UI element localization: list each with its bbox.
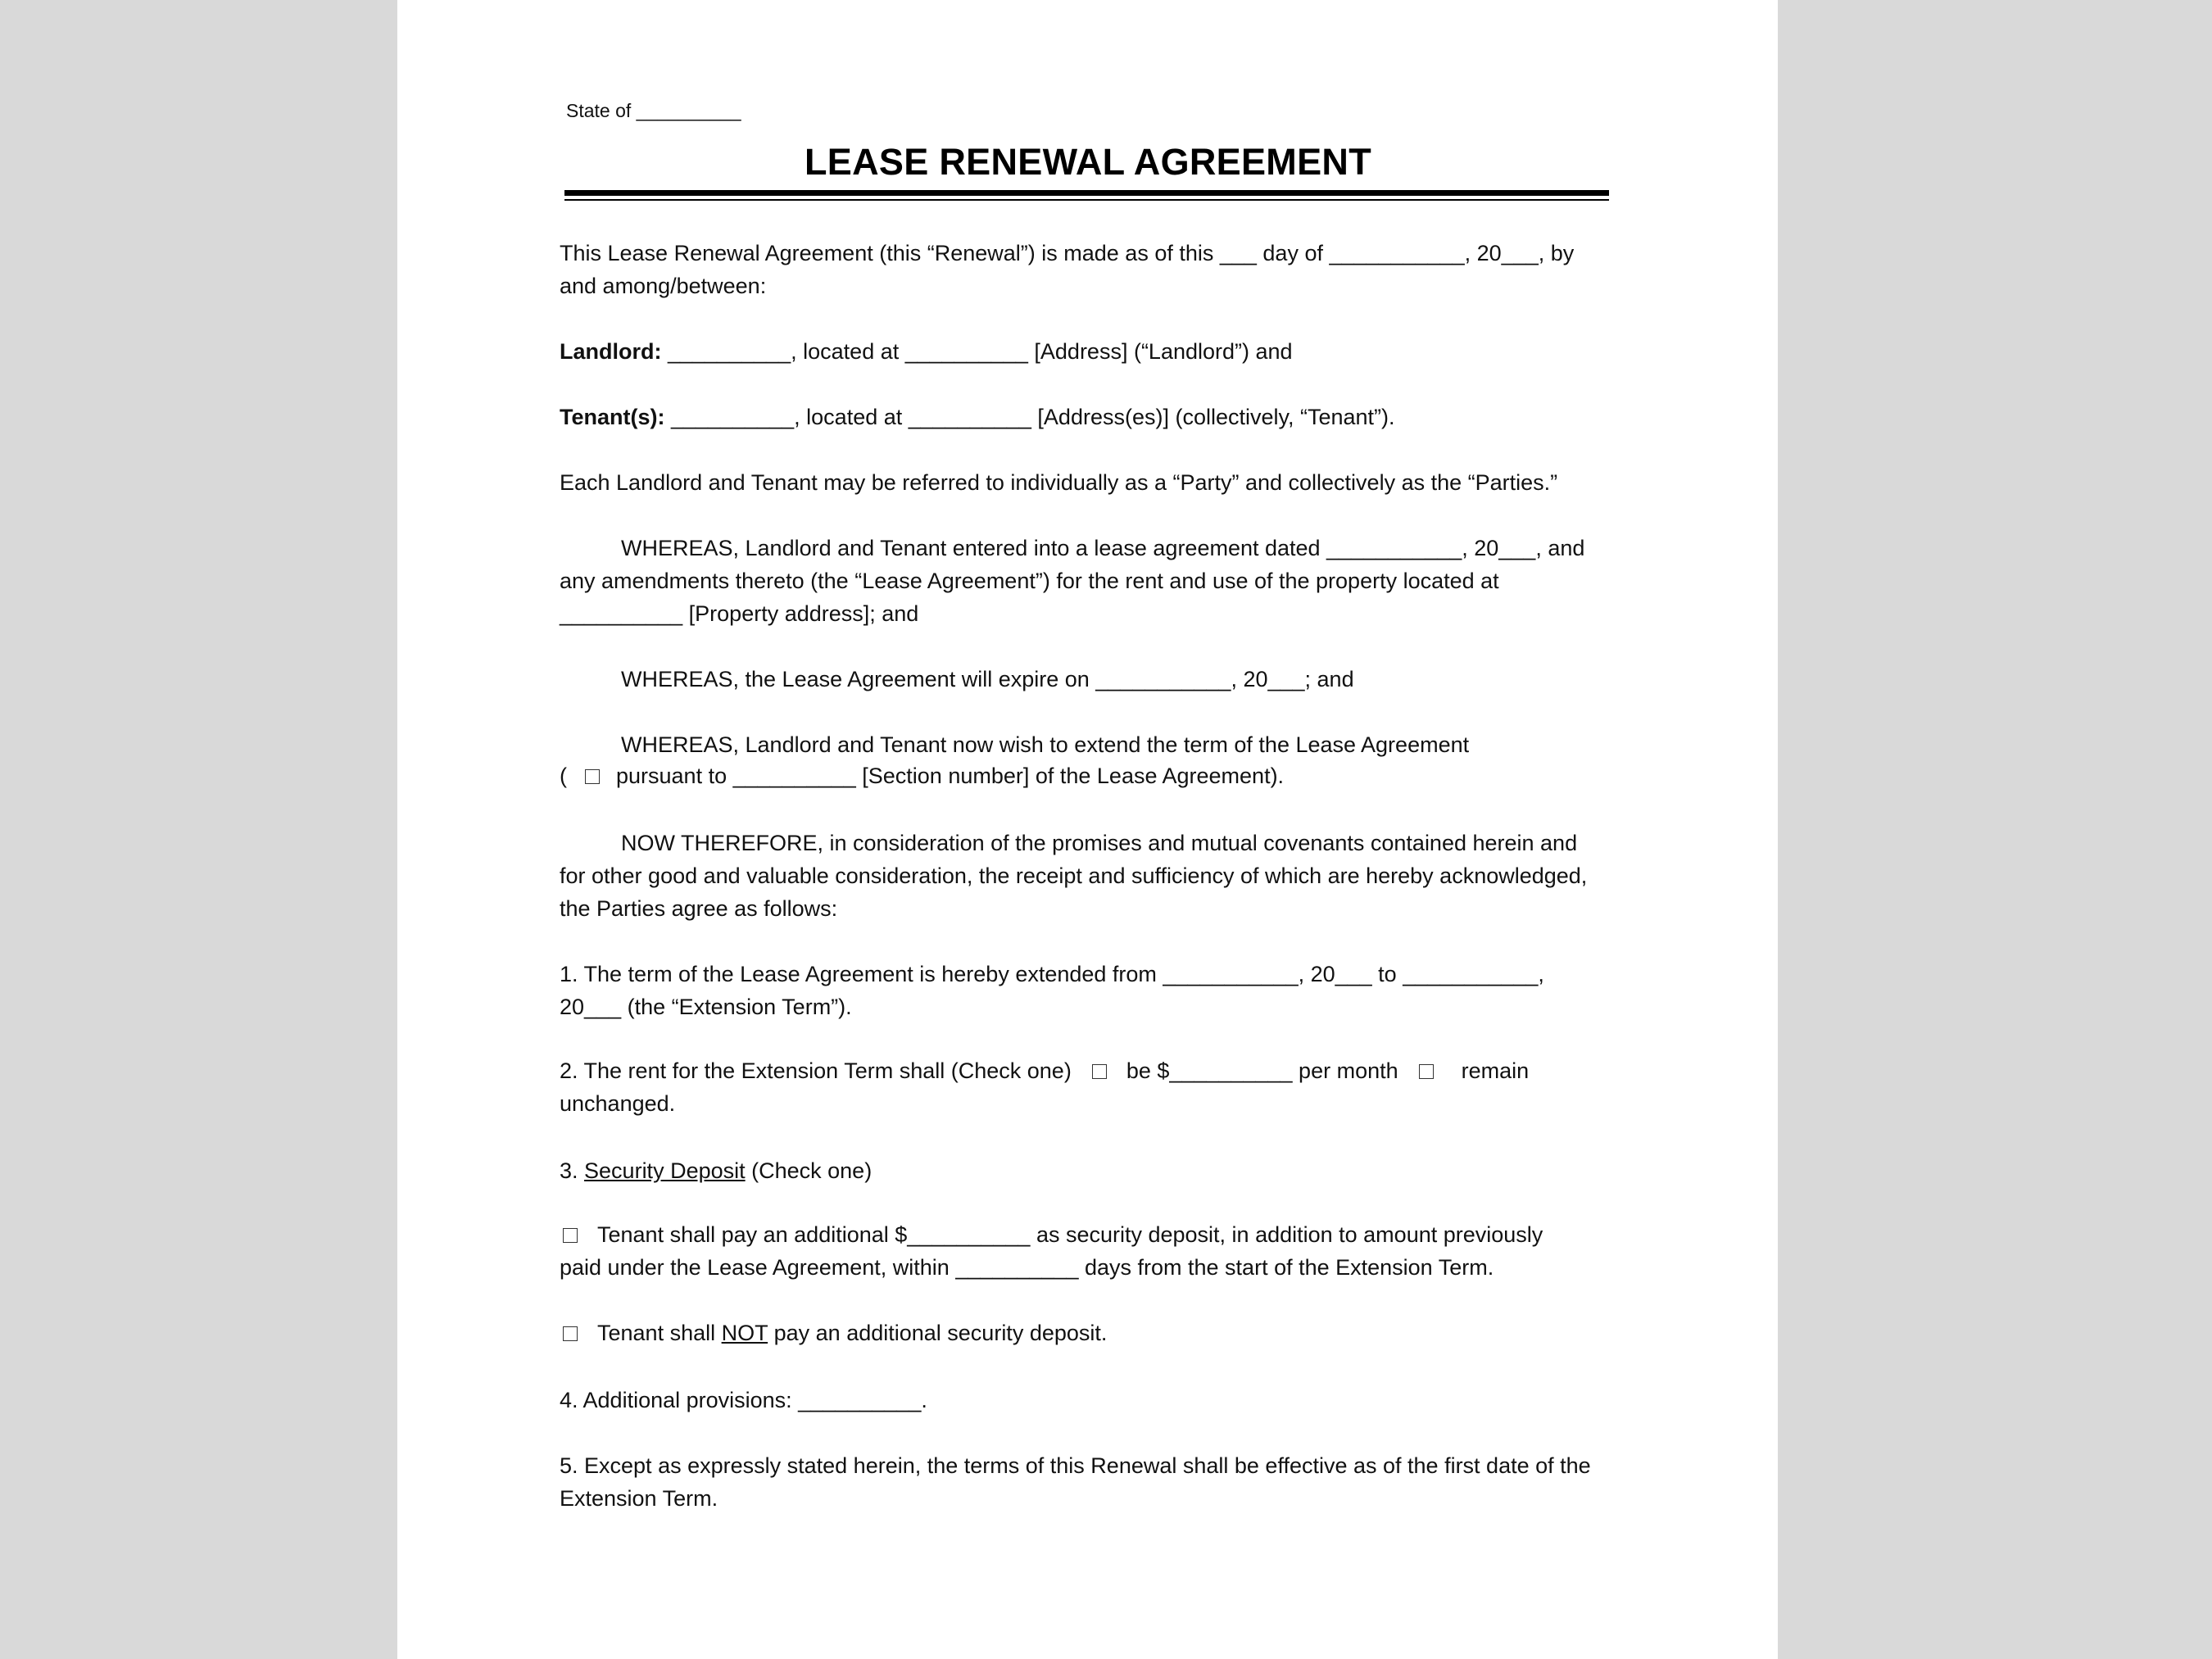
whereas-2-paragraph	[560, 663, 1620, 696]
document-title: LEASE RENEWAL AGREEMENT	[805, 141, 1371, 183]
clause-3-number: 3.	[560, 1158, 585, 1183]
clause-4-paragraph	[560, 1384, 1620, 1416]
clause-2-part-1: 2. The rent for the Extension Term shall (Check one)	[560, 1058, 1072, 1083]
landlord-text: __________, located at __________ [Address] (“Landlord”) and	[661, 339, 1293, 364]
clause-5-line-2: Extension Term.	[560, 1486, 718, 1511]
clause-2-part-2: be $__________ per month	[1126, 1058, 1398, 1083]
deposit-option-1-line-2: paid under the Lease Agreement, within __________ days from the start of the Extension Term.	[560, 1255, 1494, 1280]
deposit-option-2-pre: Tenant shall	[597, 1321, 722, 1345]
title-rule-thin	[564, 199, 1609, 201]
whereas-3-paren: (	[560, 764, 567, 788]
clause-1-line-2: 20___ (the “Extension Term”).	[560, 995, 852, 1019]
tenant-label: Tenant(s):	[560, 405, 665, 429]
now-therefore-line-1: NOW THEREFORE, in consideration of the promises and mutual covenants contained herein and	[621, 831, 1578, 855]
state-line: State of __________	[566, 100, 741, 121]
whereas-3-line-1: WHEREAS, Landlord and Tenant now wish to extend the term of the Lease Agreement	[621, 732, 1470, 757]
now-therefore-line-3: the Parties agree as follows:	[560, 896, 838, 921]
now-therefore-line-2: for other good and valuable consideration, the receipt and sufficiency of which are hereby acknowledged,	[560, 863, 1588, 888]
landlord-label: Landlord:	[560, 339, 662, 364]
whereas-3-paragraph	[560, 728, 1620, 791]
whereas-3-checkbox[interactable]	[585, 769, 600, 784]
whereas-1-line-3: __________ [Property address]; and	[560, 601, 919, 626]
clause-5-line-1: 5. Except as expressly stated herein, the terms of this Renewal shall be effective as of the first date of the	[560, 1453, 1591, 1478]
rent-change-checkbox[interactable]	[1092, 1064, 1107, 1079]
whereas-1-line-1: WHEREAS, Landlord and Tenant entered into a lease agreement dated ___________, 20___, and	[621, 536, 1585, 560]
security-deposit-heading: Security Deposit	[584, 1158, 746, 1183]
whereas-1-line-2: any amendments thereto (the “Lease Agreement”) for the rent and use of the property located at	[560, 569, 1499, 593]
title-rule-thick	[564, 190, 1609, 196]
whereas-3-line-2: pursuant to __________ [Section number] of the Lease Agreement).	[616, 764, 1285, 788]
deposit-option-2-post: pay an additional security deposit.	[768, 1321, 1108, 1345]
intro-line-1: This Lease Renewal Agreement (this “Renewal”) is made as of this ___ day of ___________, 20___, by	[560, 241, 1575, 265]
clause-1-paragraph	[560, 958, 1620, 1023]
deposit-pay-checkbox[interactable]	[563, 1228, 578, 1243]
clause-1-line-1: 1. The term of the Lease Agreement is hereby extended from ___________, 20___ to ___________,	[560, 962, 1544, 986]
clause-5-paragraph	[560, 1449, 1620, 1515]
clause-2-part-3: remain	[1461, 1058, 1530, 1083]
whereas-1-paragraph	[560, 532, 1620, 630]
tenant-text: __________, located at __________ [Address(es)] (collectively, “Tenant”).	[664, 405, 1395, 429]
clause-4-text: 4. Additional provisions: __________.	[560, 1388, 927, 1412]
parties-paragraph	[560, 466, 1620, 499]
deposit-not-pay-checkbox[interactable]	[563, 1326, 578, 1341]
document-page	[397, 0, 1778, 1659]
intro-line-2: and among/between:	[560, 274, 767, 298]
deposit-option-2-paragraph	[560, 1317, 1620, 1349]
clause-2-paragraph	[560, 1054, 1620, 1120]
landlord-paragraph	[560, 335, 1620, 368]
deposit-option-1-line-1: Tenant shall pay an additional $__________ as security deposit, in addition to amount previously	[597, 1222, 1543, 1247]
intro-paragraph	[560, 237, 1620, 302]
now-therefore-paragraph	[560, 827, 1620, 925]
deposit-option-1-paragraph	[560, 1218, 1620, 1284]
rent-unchanged-checkbox[interactable]	[1419, 1064, 1434, 1079]
parties-text: Each Landlord and Tenant may be referred to individually as a “Party” and collectively as the “Parties.”	[560, 470, 1558, 495]
deposit-option-2-not: NOT	[721, 1321, 768, 1345]
clause-3-rest: (Check one)	[745, 1158, 873, 1183]
whereas-2-line-1: WHEREAS, the Lease Agreement will expire on ___________, 20___; and	[621, 667, 1354, 691]
clause-2-line-2: unchanged.	[560, 1091, 676, 1116]
tenant-paragraph	[560, 401, 1620, 433]
clause-3-paragraph	[560, 1154, 1620, 1187]
